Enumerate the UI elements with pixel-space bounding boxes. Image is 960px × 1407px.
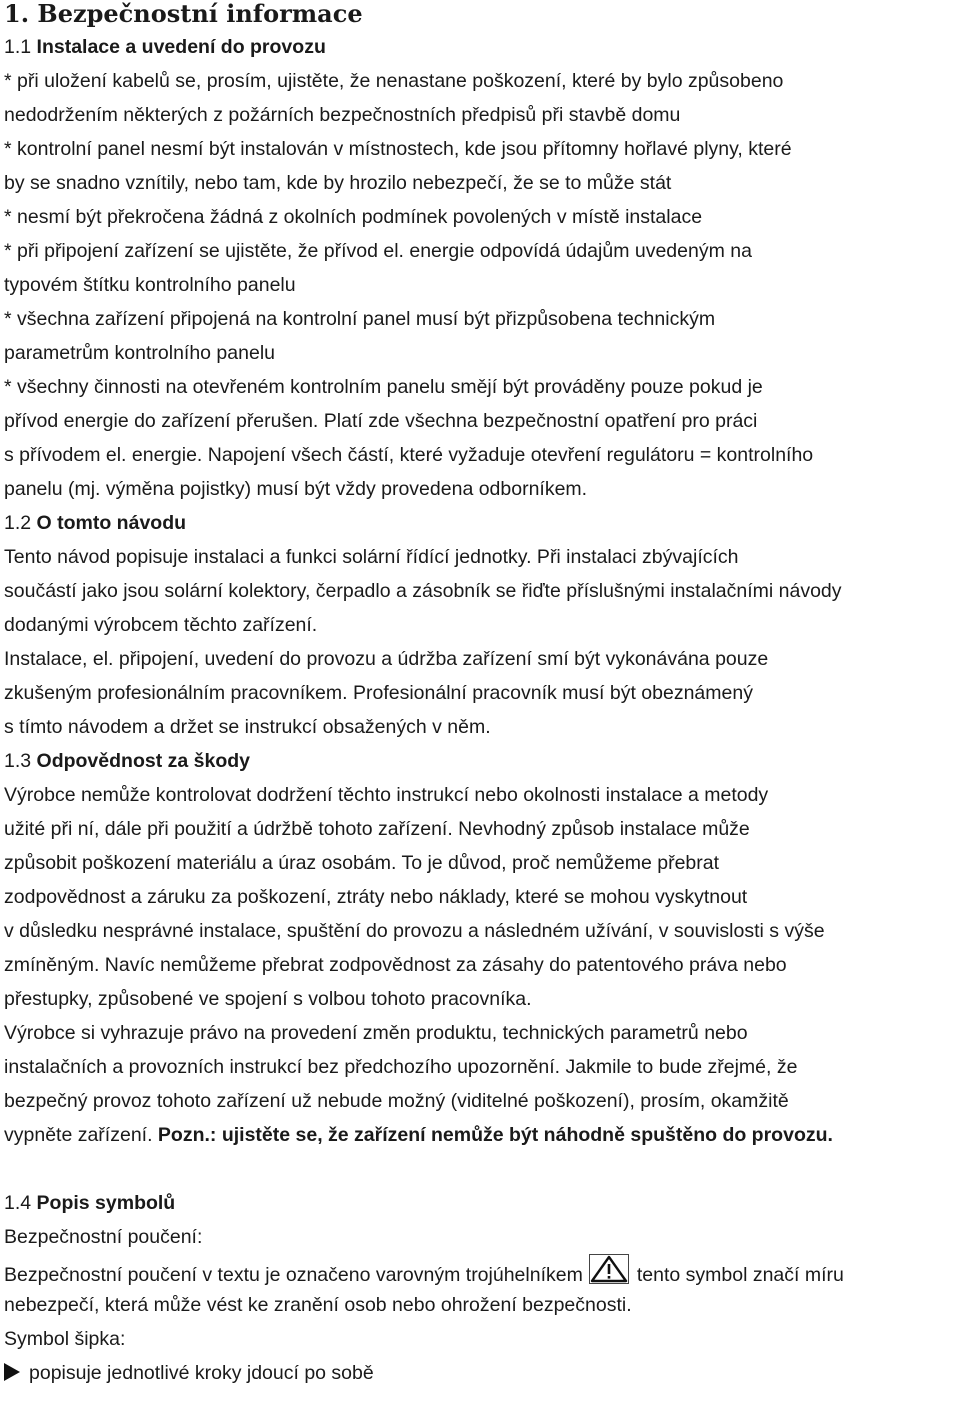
section-number: 1.2 xyxy=(4,512,37,534)
text-line-with-note xyxy=(4,1118,958,1152)
text-line: instalačních a provozních instrukcí bez předchozího upozornění. Jakmile to bude zřejmé, že xyxy=(4,1056,798,1078)
page-title: 1. Bezpečnostní informace xyxy=(4,0,363,28)
text-line: součástí jako jsou solární kolektory, čerpadlo a zásobník se řiďte příslušnými instalačními návody xyxy=(4,580,842,602)
section-number: 1.4 xyxy=(4,1192,37,1214)
text-line: * kontrolní panel nesmí být instalován v místnostech, kde jsou přítomny hořlavé plyny, které xyxy=(4,138,792,160)
text-span: tento symbol značí míru xyxy=(636,1264,844,1286)
section-body-1-2 xyxy=(4,540,958,744)
text-line: přívod energie do zařízení přerušen. Platí zde všechna bezpečnostní opatření pro práci xyxy=(4,410,758,432)
text-line: bezpečný provoz tohoto zařízení už nebude možný (viditelné poškození), prosím, okamžitě xyxy=(4,1090,789,1112)
text-line: přestupky, způsobené ve spojení s volbou tohoto pracovníka. xyxy=(4,988,532,1010)
section-heading-1-4 xyxy=(4,1186,958,1220)
text-line: zkušeným profesionálním pracovníkem. Profesionální pracovník musí být obeznámený xyxy=(4,682,753,704)
warning-triangle-icon xyxy=(589,1254,629,1284)
section-body-1-3 xyxy=(4,778,958,1152)
safety-label: Bezpečnostní poučení: xyxy=(4,1226,203,1248)
section-heading-1-2 xyxy=(4,506,958,540)
warning-line xyxy=(4,1254,958,1288)
text-line: panelu (mj. výměna pojistky) musí být vždy provedena odborníkem. xyxy=(4,478,588,500)
text-span: Bezpečnostní poučení v textu je označeno varovným trojúhelníkem xyxy=(4,1264,583,1286)
text-line: nedodržením některých z požárních bezpečnostních předpisů při stavbě domu xyxy=(4,104,681,126)
section-title: O tomto návodu xyxy=(36,512,187,534)
text-line: * při připojení zařízení se ujistěte, že přívod el. energie odpovídá údajům uvedeným na xyxy=(4,240,752,262)
section-heading-1-1 xyxy=(4,30,958,64)
text-line: způsobit poškození materiálu a úraz osobám. To je důvod, proč nemůžeme přebrat xyxy=(4,852,720,874)
text-line: nebezpečí, která může vést ke zranění osob nebo ohrožení bezpečnosti. xyxy=(4,1294,632,1316)
section-title: Odpovědnost za škody xyxy=(36,750,250,772)
section-body-1-1 xyxy=(4,64,958,506)
text-span: popisuje jednotlivé kroky jdoucí po sobě xyxy=(29,1362,374,1384)
text-line: by se snadno vznítily, nebo tam, kde by hrozilo nebezpečí, že se to může stát xyxy=(4,172,672,194)
text-line: Instalace, el. připojení, uvedení do provozu a údržba zařízení smí být vykonávána pouze xyxy=(4,648,769,670)
text-line: * při uložení kabelů se, prosím, ujistěte, že nenastane poškození, které by bylo způsobeno xyxy=(4,70,784,92)
text-line: * všechny činnosti na otevřeném kontrolním panelu smějí být prováděny pouze pokud je xyxy=(4,376,763,398)
section-number: 1.3 xyxy=(4,750,37,772)
text-line: * nesmí být překročena žádná z okolních podmínek povolených v místě instalace xyxy=(4,206,703,228)
text-line: zmíněným. Navíc nemůžeme přebrat zodpovědnost za zásahy do patentového práva nebo xyxy=(4,954,787,976)
blank-line xyxy=(4,1152,958,1186)
text-span: vypněte zařízení. xyxy=(4,1124,158,1146)
text-line: typovém štítku kontrolního panelu xyxy=(4,274,296,296)
text-line: užité při ní, dále při použití a údržbě tohoto zařízení. Nevhodný způsob instalace může xyxy=(4,818,750,840)
text-line: Výrobce si vyhrazuje právo na provedení změn produktu, technických parametrů nebo xyxy=(4,1022,748,1044)
text-line: dodanými výrobcem těchto zařízení. xyxy=(4,614,318,636)
text-line: Tento návod popisuje instalaci a funkci solární řídící jednotky. Při instalaci zbývajících xyxy=(4,546,739,568)
arrow-label: Symbol šipka: xyxy=(4,1328,126,1350)
text-line: * všechna zařízení připojená na kontrolní panel musí být přizpůsobena technickým xyxy=(4,308,716,330)
arrow-line xyxy=(4,1356,958,1390)
section-title: Instalace a uvedení do provozu xyxy=(36,36,326,58)
section-heading-1-3 xyxy=(4,744,958,778)
note-text: Pozn.: ujistěte se, že zařízení nemůže být náhodně spuštěno do provozu. xyxy=(157,1124,833,1146)
right-arrow-icon xyxy=(4,1363,20,1381)
text-line: parametrům kontrolního panelu xyxy=(4,342,275,364)
text-line: s tímto návodem a držet se instrukcí obsažených v něm. xyxy=(4,716,491,738)
document-page xyxy=(4,0,958,1390)
text-line: s přívodem el. energie. Napojení všech částí, které vyžaduje otevření regulátoru = kontrolního xyxy=(4,444,814,466)
section-title: Popis symbolů xyxy=(36,1192,176,1214)
text-line: zodpovědnost a záruku za poškození, ztráty nebo náklady, které se mohou vyskytnout xyxy=(4,886,748,908)
section-number: 1.1 xyxy=(4,36,37,58)
text-line: Výrobce nemůže kontrolovat dodržení těchto instrukcí nebo okolnosti instalace a metody xyxy=(4,784,769,806)
text-line: v důsledku nesprávné instalace, spuštění do provozu a následném užívání, v souvislosti s výše xyxy=(4,920,825,942)
